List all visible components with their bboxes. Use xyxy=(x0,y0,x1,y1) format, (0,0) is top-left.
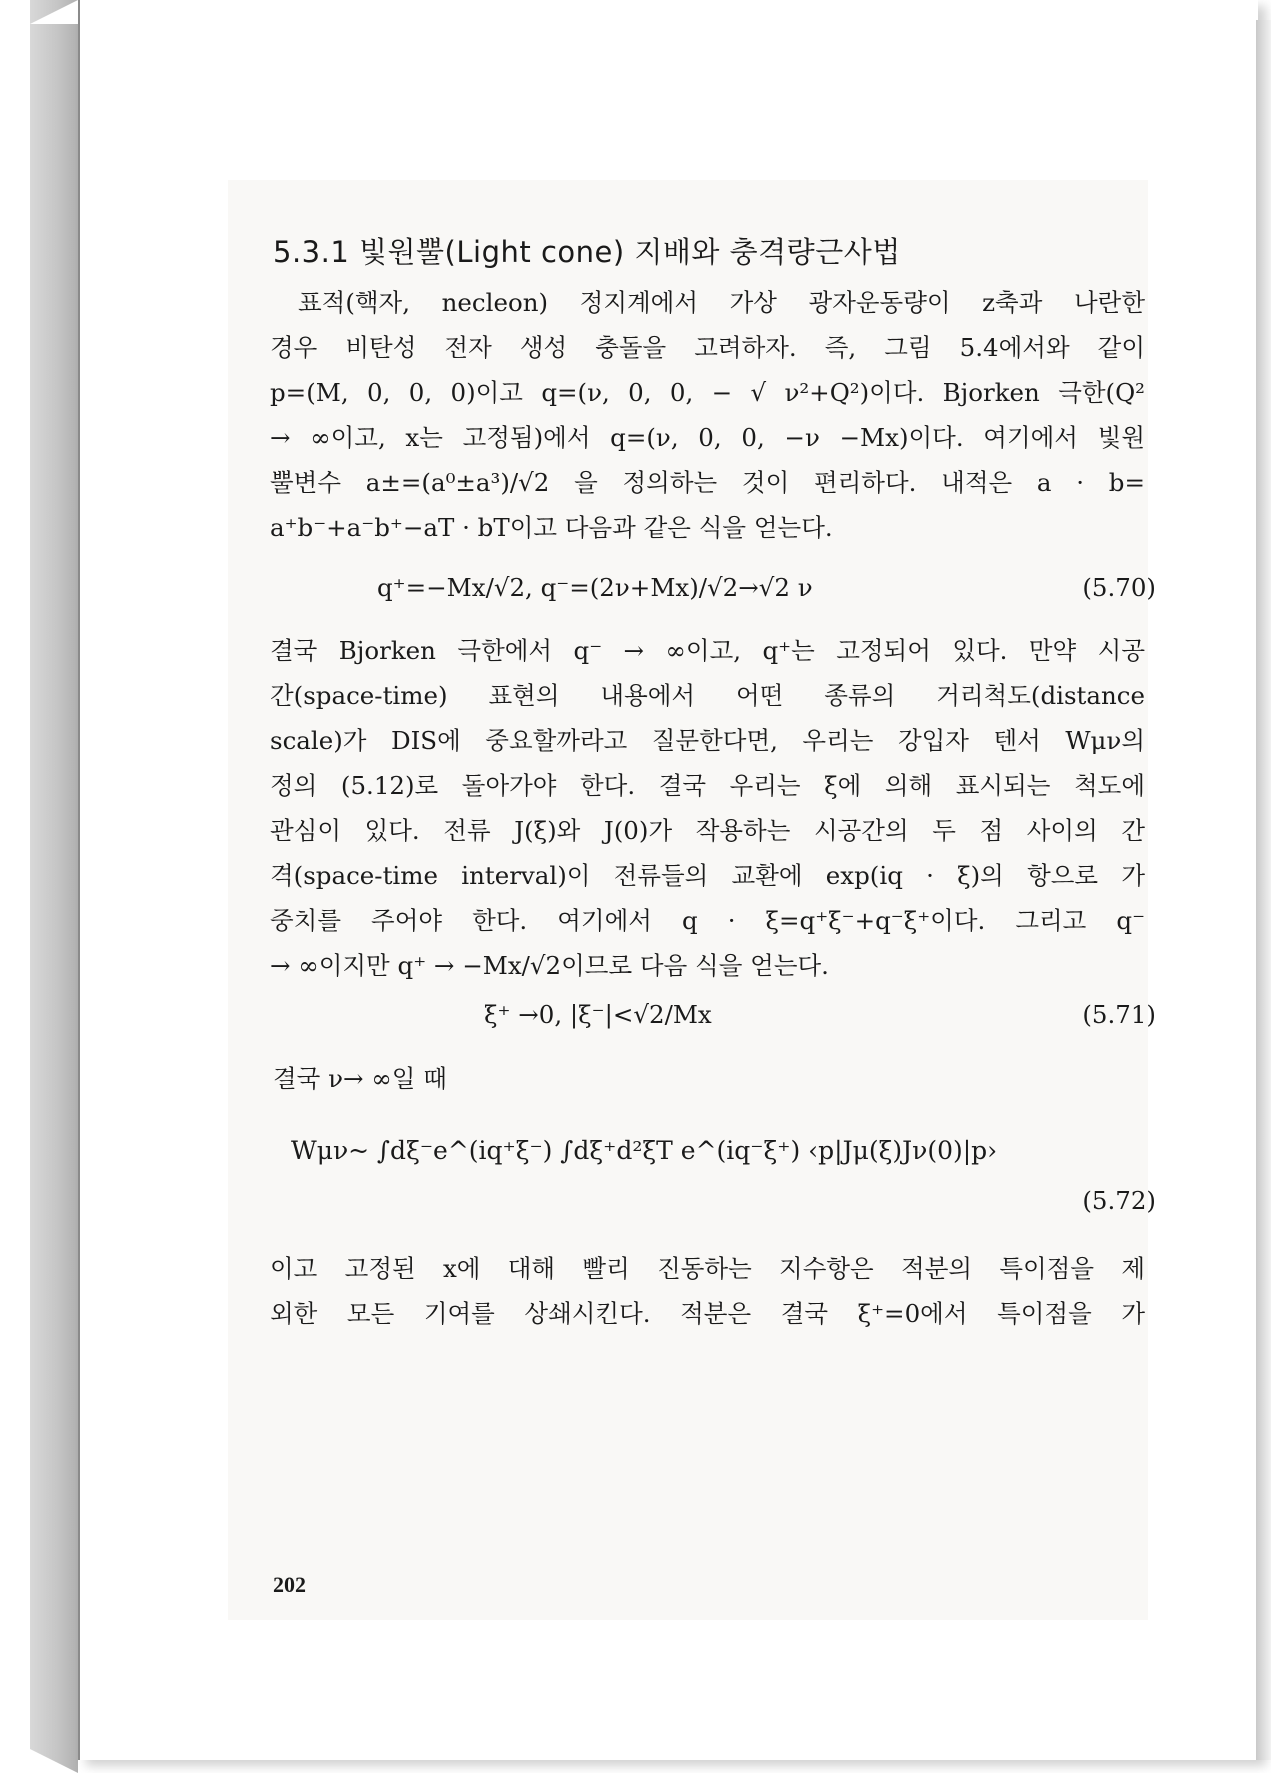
paragraph-2 xyxy=(270,628,1145,988)
paragraph-1 xyxy=(270,280,1145,550)
page-shadow xyxy=(1256,20,1271,1760)
text-line: 뿔변수 a±=(a⁰±a³)/√2 을 정의하는 것이 편리하다. 내적은 a · b= xyxy=(270,468,1145,497)
page-number: 202 xyxy=(273,1572,306,1597)
text-line: 간(space-time) 표현의 내용에서 어떤 종류의 거리척도(distance xyxy=(270,681,1145,710)
text-line: p=(M, 0, 0, 0)이고 q=(ν, 0, 0, − √ ν²+Q²)이다. Bjorken 극한(Q² xyxy=(270,378,1145,407)
text-line: scale)가 DIS에 중요할까라고 질문한다면, 우리는 강입자 텐서 Wμν의 xyxy=(270,726,1145,755)
paragraph-4 xyxy=(270,1246,1145,1336)
text-line: 경우 비탄성 전자 생성 충돌을 고려하자. 즉, 그림 5.4에서와 같이 xyxy=(270,333,1145,362)
equation-number-5-70: (5.70) xyxy=(1082,573,1156,602)
equation-5-71: ξ⁺ →0, |ξ⁻|<√2/Mx xyxy=(484,1000,712,1029)
text-line: a⁺b⁻+a⁻b⁺−aT · bT이고 다음과 같은 식을 얻는다. xyxy=(270,513,833,542)
text-line: 표적(핵자, necleon) 정지계에서 가상 광자운동량이 z축과 나란한 xyxy=(298,288,1145,317)
book-spine xyxy=(30,0,78,1773)
text-line: 격(space-time interval)이 전류들의 교환에 exp(iq · ξ)의 항으로 가 xyxy=(270,861,1145,890)
text-line: 결국 Bjorken 극한에서 q⁻ → ∞이고, q⁺는 고정되어 있다. 만약 시공 xyxy=(270,636,1145,665)
text-line: 이고 고정된 x에 대해 빨리 진동하는 지수항은 적분의 특이점을 제 xyxy=(270,1254,1145,1283)
equation-5-72: Wμν~ ∫dξ⁻e^(iq⁺ξ⁻) ∫dξ⁺d²ξT e^(iq⁻ξ⁺) ‹p|Jμ(ξ)Jν(0)|p› xyxy=(291,1136,998,1165)
paragraph-3: 결국 ν→ ∞일 때 xyxy=(273,1064,447,1093)
text-line: → ∞이고, x는 고정됨)에서 q=(ν, 0, 0, −ν −Mx)이다. 여기에서 빛원 xyxy=(270,423,1145,452)
section-heading: 5.3.1 빛원뿔(Light cone) 지배와 충격량근사법 xyxy=(273,235,901,269)
text-line: 정의 (5.12)로 돌아가야 한다. 결국 우리는 ξ에 의해 표시되는 척도에 xyxy=(270,771,1145,800)
text-line: 중치를 주어야 한다. 여기에서 q · ξ=q⁺ξ⁻+q⁻ξ⁺이다. 그리고 q⁻ xyxy=(270,906,1145,935)
equation-5-70: q⁺=−Mx/√2, q⁻=(2ν+Mx)/√2→√2 ν xyxy=(377,573,813,602)
equation-number-5-72: (5.72) xyxy=(1082,1186,1156,1215)
equation-number-5-71: (5.71) xyxy=(1082,1000,1156,1029)
text-line: 관심이 있다. 전류 J(ξ)와 J(0)가 작용하는 시공간의 두 점 사이의 간 xyxy=(270,816,1145,845)
text-line: 외한 모든 기여를 상쇄시킨다. 적분은 결국 ξ⁺=0에서 특이점을 가 xyxy=(270,1299,1145,1328)
text-line: → ∞이지만 q⁺ → −Mx/√2이므로 다음 식을 얻는다. xyxy=(270,951,829,980)
